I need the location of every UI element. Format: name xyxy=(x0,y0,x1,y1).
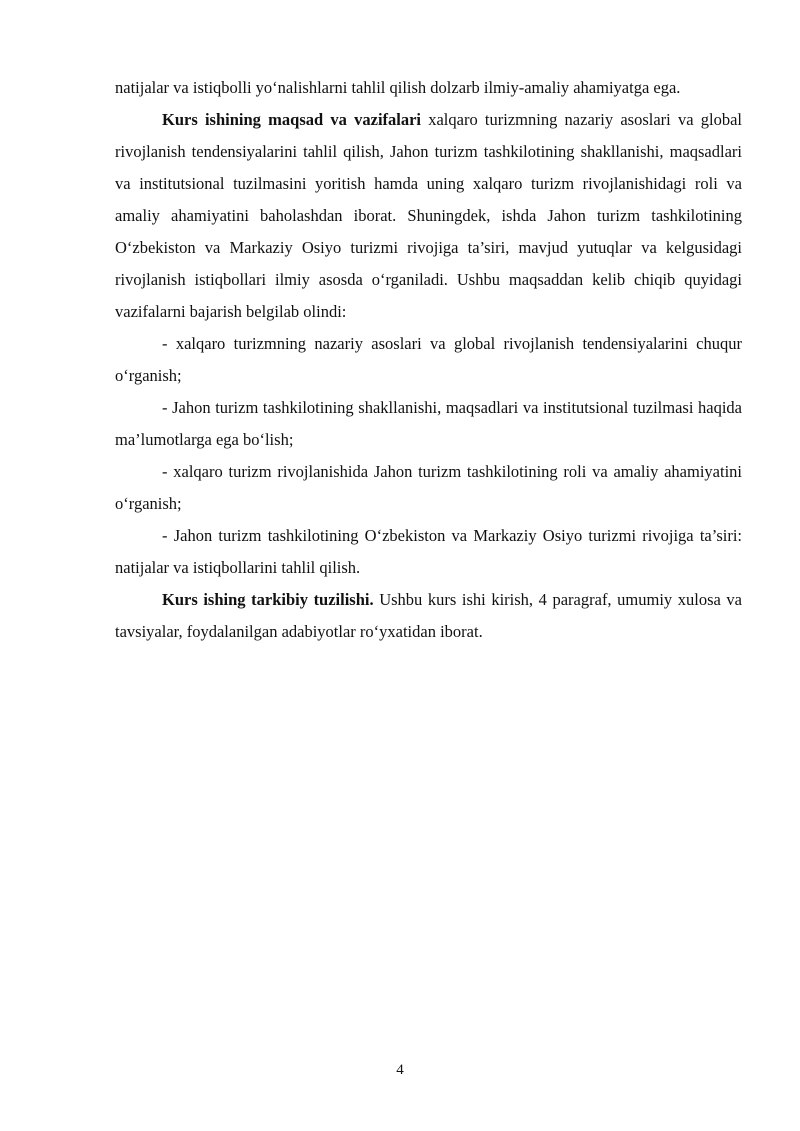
paragraph-text: xalqaro turizmning nazariy asoslari va global rivojlanish tendensiyalarini tahlil qilish, Jahon turizm tashkilotining shakllanishi, maqsadlari va institutsional tuzilmasini yoritish hamda uning xalqaro turizm rivojlanishidagi roli va amaliy ahamiyatini baholashdan iborat. Shuningdek, ishda Jahon turizm tashkilotining O‘zbekiston va Markaziy Osiyo turizmi rivojiga ta’siri, mavjud yutuqlar va kelgusidagi rivojlanish istiqbollari ilmiy asosda o‘rganiladi. Ushbu maqsaddan kelib chiqib quyidagi vazifalarni bajarish belgilab olindi: xyxy=(115,110,742,321)
paragraph-text: Ushbu kurs ishi kirish, 4 paragraf, umumiy xulosa va tavsiyalar, foydalanilgan adabiyotlar ro‘yxatidan iborat. xyxy=(115,590,742,641)
task-text: - Jahon turizm tashkilotining shakllanishi, maqsadlari va institutsional tuzilmasi haqida ma’lumotlarga ega bo‘lish; xyxy=(115,398,742,449)
task-text: - Jahon turizm tashkilotining O‘zbekiston va Markaziy Osiyo turizmi rivojiga ta’siri: natijalar va istiqbollarini tahlil qilish. xyxy=(115,526,742,577)
document-page xyxy=(115,72,742,648)
paragraph-intro-continuation xyxy=(115,72,742,104)
paragraph-heading-goals: Kurs ishining maqsad va vazifalari xyxy=(162,110,422,129)
paragraph-structure xyxy=(115,584,742,648)
page-number: 4 xyxy=(396,1062,404,1078)
task-text: - xalqaro turizm rivojlanishida Jahon turizm tashkilotining roli va amaliy ahamiyatini o‘rganish; xyxy=(115,462,742,513)
task-text: - xalqaro turizmning nazariy asoslari va global rivojlanish tendensiyalarini chuqur o‘rganish; xyxy=(115,334,742,385)
paragraph-goals xyxy=(115,104,742,328)
list-item-task-4 xyxy=(115,520,742,584)
paragraph-text: natijalar va istiqbolli yo‘nalishlarni tahlil qilish dolzarb ilmiy-amaliy ahamiyatga ega. xyxy=(115,78,681,97)
paragraph-heading-structure: Kurs ishing tarkibiy tuzilishi. xyxy=(162,590,374,609)
list-item-task-1 xyxy=(115,328,742,392)
list-item-task-3 xyxy=(115,456,742,520)
list-item-task-2 xyxy=(115,392,742,456)
